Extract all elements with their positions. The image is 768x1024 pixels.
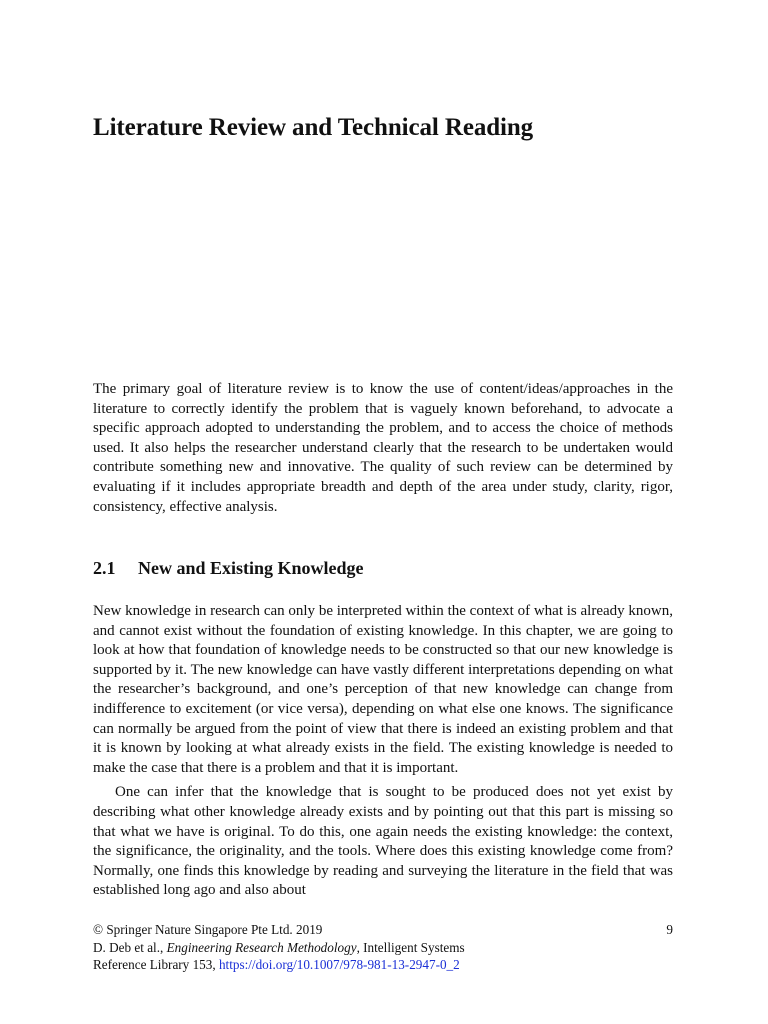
copyright-notice: © Springer Nature Singapore Pte Ltd. 2019 bbox=[93, 922, 323, 937]
body-text bbox=[93, 602, 673, 901]
section-number: 2.1 bbox=[93, 558, 116, 578]
page-footer bbox=[93, 921, 673, 974]
section-title: New and Existing Knowledge bbox=[138, 558, 364, 578]
citation-authors: D. Deb et al., bbox=[93, 939, 167, 955]
citation-series: , Intelligent Systems bbox=[356, 939, 465, 955]
section-heading bbox=[93, 556, 673, 580]
chapter-abstract: The primary goal of literature review is to know the use of content/ideas/approaches in the literature to correctly identify the problem that is vaguely known beforehand, to advocate a specific approach adopted to understanding the problem, and to access the choice of methods used. It also helps the researcher understand clearly that the research to be undertaken would contribute something new and innovative. The quality of such review can be determined by evaluating if it includes appropriate breadth and depth of the area under study, clarity, rigor, consistency, effective analysis. bbox=[93, 381, 673, 515]
footer-citation-line-1 bbox=[93, 939, 673, 957]
body-paragraph-2: One can infer that the knowledge that is sought to be produced does not yet exist by describing what other knowledge already exists and by pointing out that this part is missing so that what we have is original. To do this, one again needs the existing knowledge: the context, the significance, the originality, and the tools. Where does this existing knowledge come from? Normally, one finds this knowledge by reading and surveying the literature in the field that was established long ago and also about bbox=[93, 784, 673, 899]
citation-series-volume: Reference Library 153, bbox=[93, 957, 219, 972]
page-number: 9 bbox=[666, 922, 673, 937]
body-paragraph-1: New knowledge in research can only be interpreted within the context of what is already known, and cannot exist without the foundation of existing knowledge. In this chapter, we are going to look at how that foundation of knowledge needs to be constructed so that our new knowledge is supported by it. The new knowledge can have vastly different interpretations depending on what the researcher’s background, and one’s perception of that new knowledge can change from indifference to excitement (or vice versa), depending on what else one knows. The significance can normally be argued from the point of view that there is indeed an existing problem and that it is known by looking at what already exists in the field. The existing knowledge is needed to make the case that there is a problem and that it is important. bbox=[93, 603, 673, 776]
doi-link[interactable]: https://doi.org/10.1007/978-981-13-2947-0_2 bbox=[218, 957, 460, 972]
citation-book-title: Engineering Research Methodology bbox=[166, 939, 357, 955]
chapter-title: Literature Review and Technical Reading bbox=[93, 114, 534, 141]
footer-citation-line-2 bbox=[93, 956, 673, 974]
footer-row-1 bbox=[93, 921, 673, 939]
